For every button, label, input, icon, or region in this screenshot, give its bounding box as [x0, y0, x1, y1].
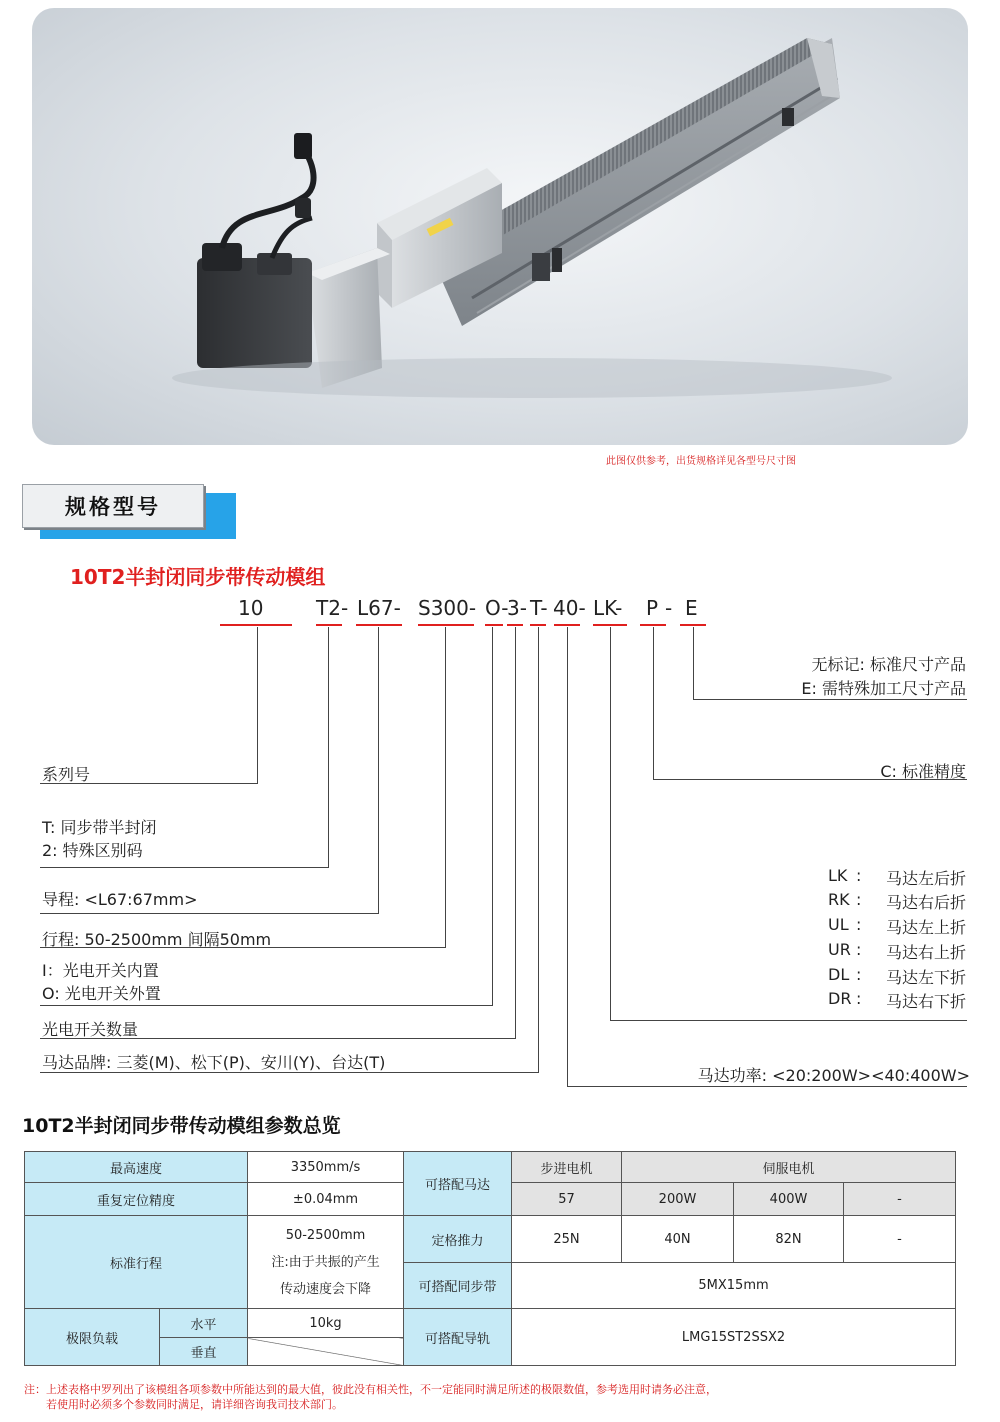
label-precision: C: 标准精度 [880, 762, 966, 781]
leader-lead-h [40, 913, 379, 914]
cell-motor-label: 可搭配马达 [404, 1152, 512, 1216]
underline-switch [485, 624, 503, 626]
stroke-note-1: 注:由于共振的产生 [271, 1254, 380, 1270]
label-no-mark: 无标记: 标准尺寸产品 [811, 655, 966, 674]
fold-text: 马达左下折 [885, 968, 966, 987]
underline-fold [593, 624, 627, 626]
label-switch-o: O: 光电开关外置 [42, 984, 161, 1003]
cell-thrust-label: 定格推力 [404, 1216, 512, 1263]
fold-code: UR [828, 940, 851, 959]
linear-module-illustration [32, 8, 968, 445]
fold-colon: : [856, 866, 862, 885]
cell-guide-value: LMG15ST2SSX2 [512, 1309, 956, 1366]
code-switch: O- [485, 596, 509, 620]
leader-precision [653, 627, 654, 779]
leader-type [328, 627, 329, 867]
underline-type [316, 624, 342, 626]
cell-thrust-none: - [844, 1216, 956, 1263]
table-row [25, 1309, 956, 1338]
stroke-note-2: 传动速度会下降 [280, 1281, 372, 1297]
label-stroke: 行程: 50-2500mm 间隔50mm [42, 930, 272, 949]
cell-guide-label: 可搭配导轨 [404, 1309, 512, 1366]
leader-stroke [445, 627, 446, 947]
fold-colon: : [856, 890, 862, 909]
code-precision: P [646, 596, 659, 620]
cell-stroke-label: 标准行程 [25, 1216, 248, 1309]
label-switch-qty: 光电开关数量 [42, 1020, 139, 1039]
underline-lead [356, 624, 402, 626]
section-title: 规格型号 [65, 495, 161, 519]
model-title: 10T2半封闭同步带传动模组 [70, 565, 326, 589]
underline-switch-qty [507, 624, 523, 626]
label-e-mark: E: 需特殊加工尺寸产品 [801, 679, 966, 698]
cell-stroke-value [248, 1216, 404, 1309]
reference-note: 此图仅供参考，出货规格详见各型号尺寸图 [606, 456, 796, 467]
table-title: 10T2半封闭同步带传动模组参数总览 [22, 1115, 341, 1137]
leader-motor-power-h [567, 1086, 967, 1087]
footnote-line-1: 注：上述表格中罗列出了该模组各项参数中所能达到的最大值，彼此没有相关性，不一定能同时满足所述的极限数值，参考选用时请务必注意， [24, 1383, 717, 1396]
cell-thrust-82n: 82N [734, 1216, 844, 1263]
fold-text: 马达左上折 [885, 918, 966, 937]
cell-load-v-value [248, 1338, 404, 1366]
leader-special [693, 627, 694, 699]
fold-code: DL [828, 965, 850, 984]
label-lead: 导程: <L67:67mm> [42, 890, 198, 909]
table-row [25, 1216, 956, 1263]
stroke-range: 50-2500mm [285, 1227, 366, 1243]
leader-switch [492, 627, 493, 1005]
leader-series [257, 627, 258, 783]
label-switch-i: I：光电开关内置 [42, 961, 159, 980]
footnote-line-2: 若使用时必须多个参数同时满足，请详细咨询我司技术部门。 [46, 1398, 343, 1411]
code-special: E [685, 596, 698, 620]
cell-repeat-label: 重复定位精度 [25, 1183, 248, 1216]
cell-motor-none: - [844, 1183, 956, 1216]
cell-max-speed-label: 最高速度 [25, 1152, 248, 1183]
cell-max-speed-value: 3350mm/s [248, 1152, 404, 1183]
cell-repeat-value: ±0.04mm [248, 1183, 404, 1216]
label-series: 系列号 [42, 765, 91, 784]
code-series: 10 [238, 596, 264, 620]
leader-fold [610, 627, 611, 1020]
fold-colon: : [856, 940, 862, 959]
cell-load-h-label: 水平 [160, 1309, 248, 1338]
label-type-2: 2: 特殊区别码 [42, 841, 143, 860]
underline-motor-brand [530, 624, 546, 626]
cell-load-label: 极限负载 [25, 1309, 160, 1366]
code-motor-brand: T- [530, 596, 548, 620]
underline-special [680, 624, 706, 626]
cell-servo-label: 伺服电机 [622, 1152, 956, 1183]
label-motor-power: 马达功率: <20:200W><40:400W> [697, 1066, 970, 1085]
code-stroke: S300- [418, 596, 477, 620]
cell-load-v-label: 垂直 [160, 1338, 248, 1366]
leader-fold-h [610, 1020, 967, 1021]
table-row [25, 1152, 956, 1183]
label-type-t: T: 同步带半封闭 [42, 818, 157, 837]
underline-precision [640, 624, 666, 626]
code-dash: - [665, 596, 673, 620]
cell-motor-57: 57 [512, 1183, 622, 1216]
leader-lead [378, 627, 379, 913]
cell-belt-label: 可搭配同步带 [404, 1263, 512, 1309]
fold-code: DR [828, 989, 852, 1008]
leader-switch-h [40, 1005, 493, 1006]
section-header [22, 484, 204, 528]
cell-thrust-40n: 40N [622, 1216, 734, 1263]
fold-text: 马达右后折 [885, 893, 966, 912]
fold-code: UL [828, 915, 849, 934]
code-lead: L67- [357, 596, 401, 620]
fold-colon: : [856, 965, 862, 984]
fold-code: LK [828, 866, 848, 885]
fold-text: 马达右上折 [885, 943, 966, 962]
leader-motor-brand [538, 627, 539, 1072]
code-motor-power: 40- [553, 596, 586, 620]
leader-type-h [40, 867, 329, 868]
code-switch-qty: 3- [507, 596, 527, 620]
cell-thrust-25n: 25N [512, 1216, 622, 1263]
fold-text: 马达左后折 [885, 869, 966, 888]
fold-code: RK [828, 890, 850, 909]
code-fold: LK- [593, 596, 623, 620]
leader-switch-qty [515, 627, 516, 1038]
cell-motor-400w: 400W [734, 1183, 844, 1216]
code-type: T2- [316, 596, 349, 620]
cell-load-h-value: 10kg [248, 1309, 404, 1338]
cell-stepper-label: 步进电机 [512, 1152, 622, 1183]
underline-stroke [418, 624, 474, 626]
underline-motor-power [554, 624, 580, 626]
cell-motor-200w: 200W [622, 1183, 734, 1216]
leader-special-h [693, 699, 967, 700]
product-photo [32, 8, 968, 445]
leader-motor-power [567, 627, 568, 1086]
label-motor-brand: 马达品牌: 三菱(M)、松下(P)、安川(Y)、台达(T) [42, 1053, 386, 1072]
spec-table [24, 1151, 956, 1366]
fold-colon: : [856, 915, 862, 934]
fold-colon: : [856, 989, 862, 1008]
cell-belt-value: 5MX15mm [512, 1263, 956, 1309]
underline-series [220, 624, 292, 626]
fold-text: 马达右下折 [885, 992, 966, 1011]
